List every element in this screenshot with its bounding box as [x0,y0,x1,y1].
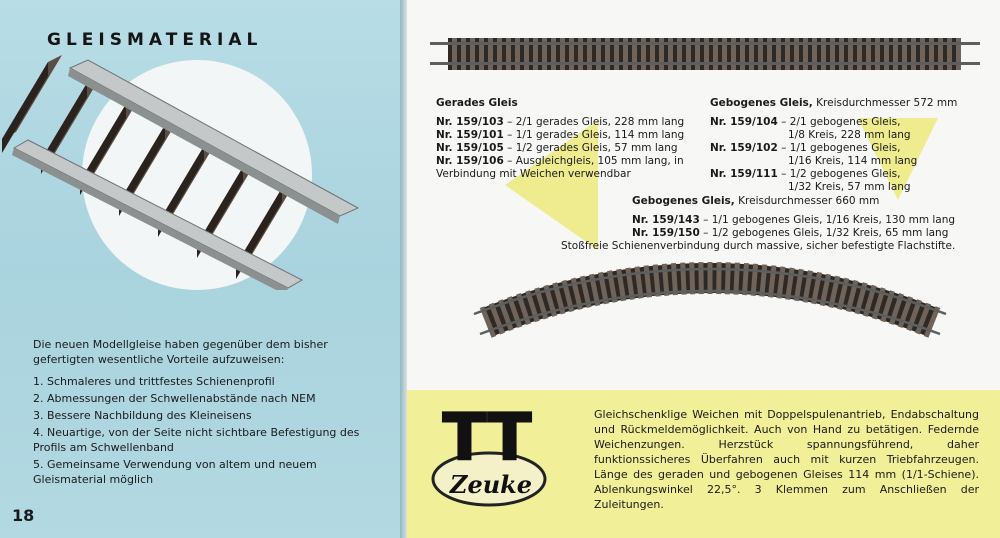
curved-track-illustration [470,262,950,362]
product-desc-line2: 1/8 Kreis, 228 mm lang [788,129,911,141]
product-desc: – Ausgleichgleis, 105 mm lang, in [503,155,684,167]
feature-item: 2. Abmessungen der Schwellenabstände nach NEM [33,392,316,405]
tt-zeuke-logo [427,393,552,508]
product-number: Nr. 159/111 [710,168,778,180]
product-row [710,168,957,181]
product-number: Nr. 159/143 [632,214,700,226]
product-number: Nr. 159/101 [436,129,504,141]
product-number: Nr. 159/104 [710,116,778,128]
product-desc: – 1/1 gerades Gleis, 114 mm lang [503,129,685,141]
rail-joint-note: Stoßfreie Schienenverbindung durch massive, sicher befestigte Flachstifte. [561,240,956,252]
page-title: GLEISMATERIAL [47,30,263,50]
product-row [436,129,684,142]
product-desc: – 2/1 gebogenes Gleis, [777,116,901,128]
product-desc-line2: 1/16 Kreis, 114 mm lang [788,155,918,167]
product-row-continuation: Verbindung mit Weichen verwendbar [436,168,631,180]
product-desc: – 1/2 gerades Gleis, 57 mm lang [503,142,678,154]
track-tie [708,262,713,294]
product-desc: – 1/2 gebogenes Gleis, 1/32 Kreis, 65 mm lang [699,227,949,239]
product-row [436,116,684,129]
logo-brand: Zeuke [449,470,533,499]
curved-660-section [632,195,955,240]
curved-660-heading: Gebogenes Gleis, Kreisdurchmesser 660 mm [632,195,880,207]
straight-track-section [436,97,684,181]
product-desc: – 2/1 gerades Gleis, 228 mm lang [503,116,685,128]
product-number: Nr. 159/106 [436,155,504,167]
product-desc: – 1/2 gebogenes Gleis, [777,168,901,180]
feature-item: 3. Bessere Nachbildung des Kleineisens [33,409,252,422]
product-number: Nr. 159/103 [436,116,504,128]
logo-mark: TT [442,401,532,475]
product-number: Nr. 159/105 [436,142,504,154]
product-row [710,142,957,155]
product-row [632,227,955,240]
track-tie [725,262,731,294]
product-row [710,116,957,129]
product-number: Nr. 159/102 [710,142,778,154]
feature-list [33,374,378,489]
straight-track-heading: Gerades Gleis [436,97,518,109]
feature-item: 5. Gemeinsame Verwendung von altem und neuem Gleismaterial möglich [33,458,317,486]
product-desc: – 1/1 gebogenes Gleis, 1/16 Kreis, 130 mm lang [699,214,956,226]
curved-572-heading: Gebogenes Gleis, Kreisdurchmesser 572 mm [710,97,958,109]
straight-track-illustration [430,34,980,74]
product-row [632,214,955,227]
product-desc-line2: 1/32 Kreis, 57 mm lang [788,181,911,193]
product-desc: – 1/1 gebogenes Gleis, [777,142,901,154]
switches-description: Gleichschenklige Weichen mit Doppelspulenantrieb, Endabschaltung und Rückmeldemöglichkeit. Auch von Hand zu betätigen. Federnde Weichenzungen. Herzstück spannungsführend, daher funktionssicheres Überfahren auch mit kurzen Triebfahrzeugen. Länge des geraden und gebogenen Gleises 114 mm (1/1-Schiene). Ablenkungswinkel 22,5°. 3 Klemmen zum Anschließen der Zuleitungen. [594,408,979,511]
track-tie [698,262,704,294]
product-number: Nr. 159/150 [632,227,700,239]
feature-item: 4. Neuartige, von der Seite nicht sichtbare Befestigung des Profils am Schwellenband [33,426,360,454]
curved-572-section [710,97,957,194]
page-number: 18 [12,506,35,525]
track-tie [716,262,722,294]
product-row [436,155,684,168]
track-tie [689,262,695,294]
intro-text: Die neuen Modellgleise haben gegenüber dem bisher gefertigten wesentliche Vorteile aufzuweisen: [33,338,328,366]
feature-item: 1. Schmaleres und trittfestes Schienenprofil [33,375,275,388]
product-row [436,142,684,155]
